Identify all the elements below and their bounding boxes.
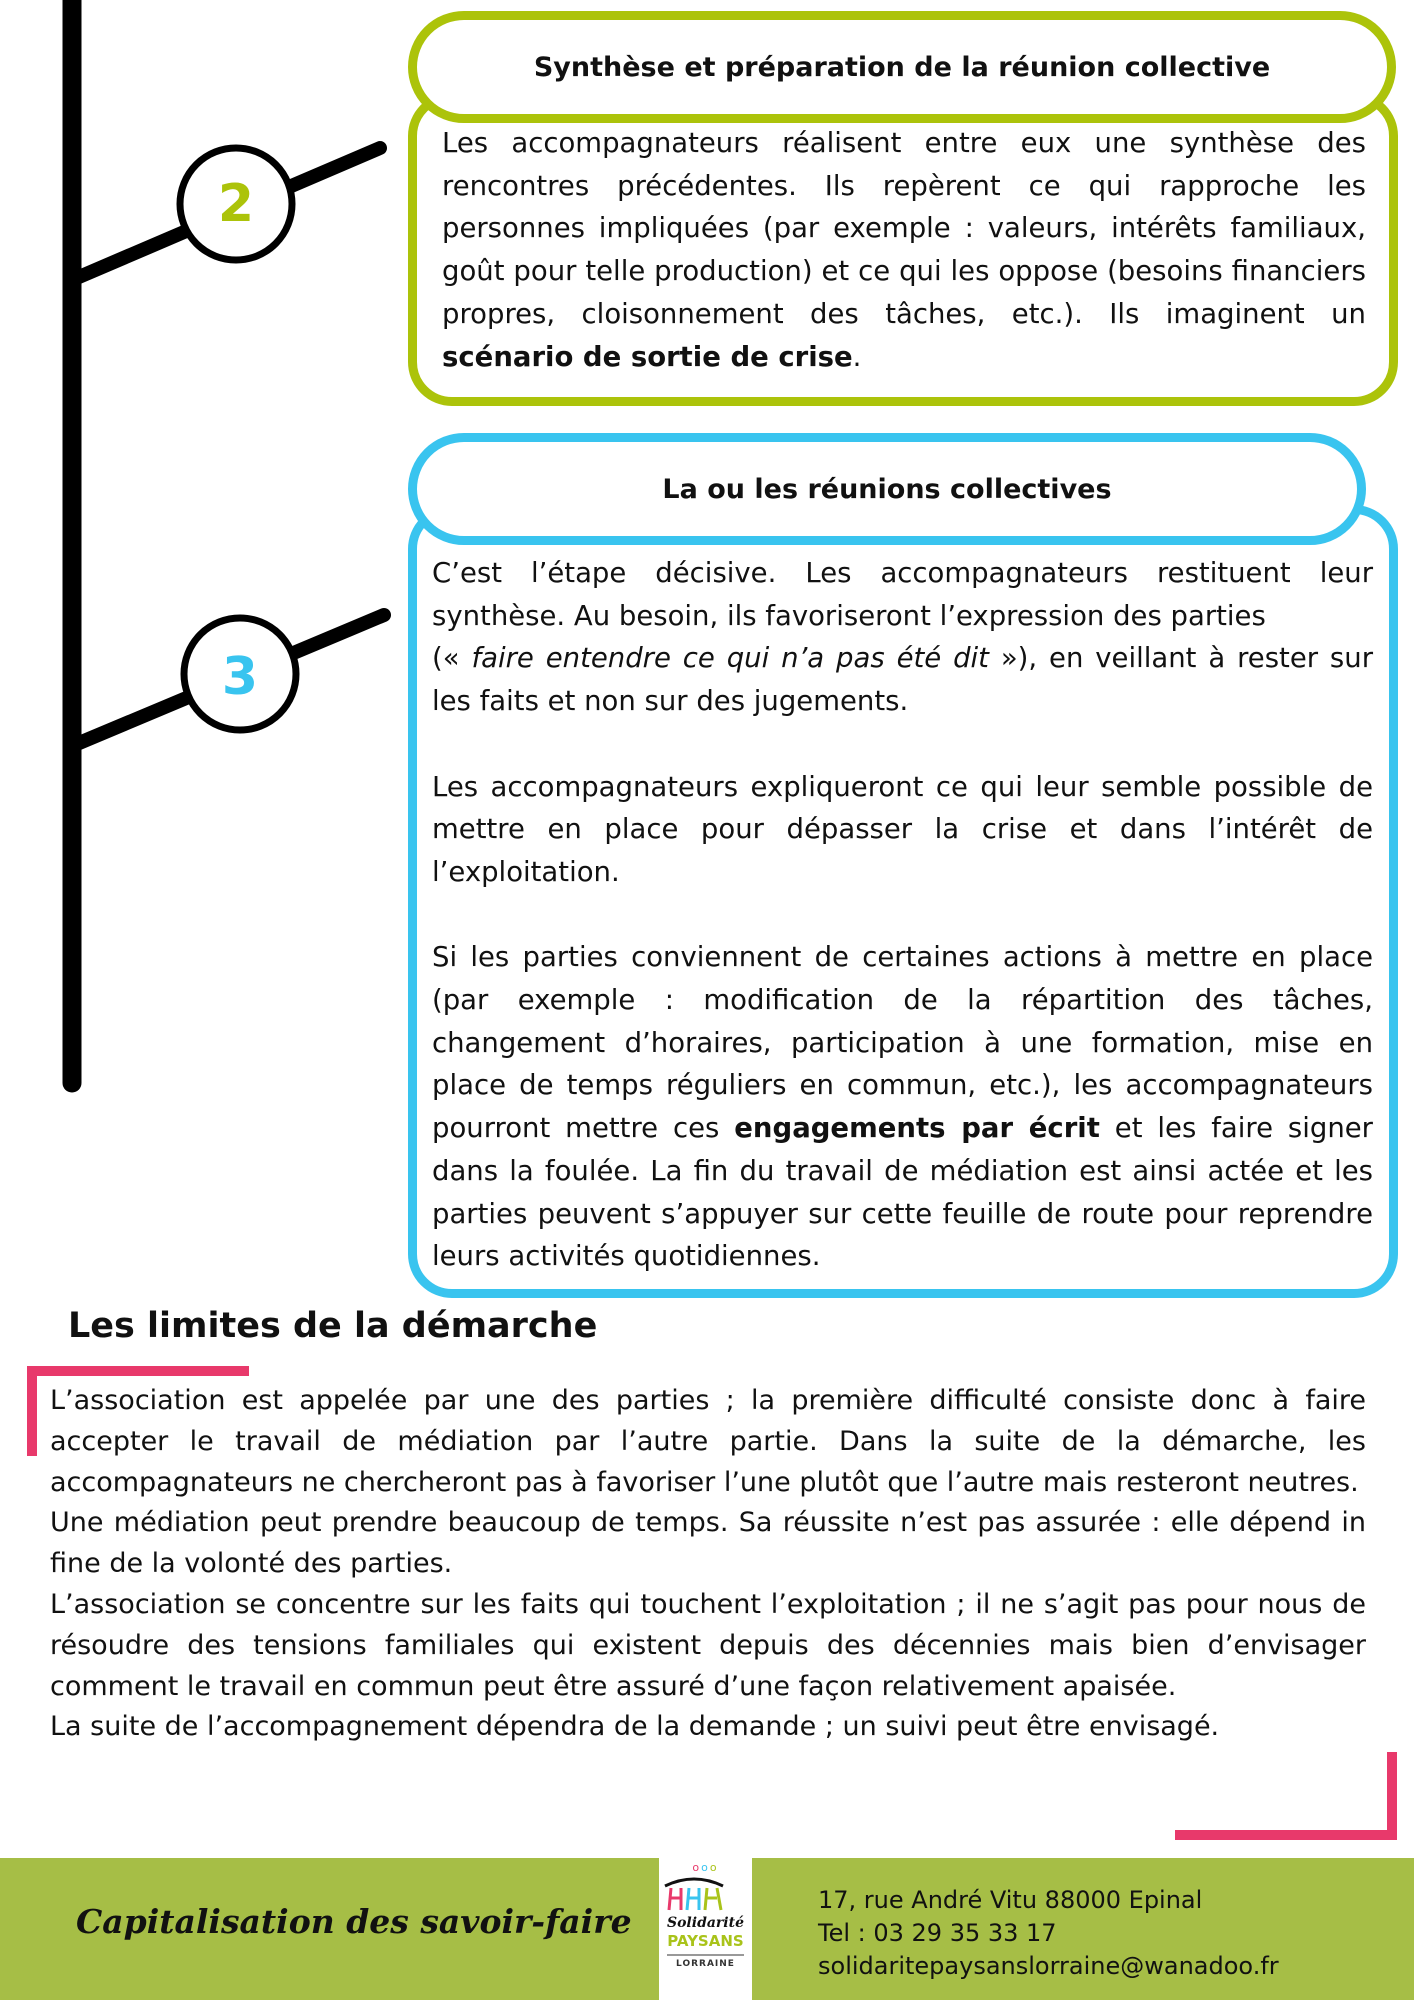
emphasis-bold: engagements par écrit xyxy=(734,1112,1100,1145)
text-span: Si les parties conviennent de certaines actions à mettre en place (par exemple : modification de la répartition des tâches, changement d’horaires, participation à une formation, mise en place de temps réguliers en commun, etc.), les accompagnateurs pourront mettre ces xyxy=(432,941,1373,1145)
logo-divider xyxy=(667,1954,744,1956)
bracket-top-left xyxy=(27,1366,249,1376)
text-span: Les accompagnateurs réalisent entre eux une synthèse des rencontres précédentes. Ils repèrent ce qui rapproche les personnes impliquées (par exemple : valeurs, intérêts familiaux, goût pour telle production) et ce qui les oppose (besoins financiers propres, cloisonnement des tâches, etc.). Ils imaginent un xyxy=(442,127,1366,330)
emphasis-italic: faire entendre ce qui n’a pas été dit xyxy=(471,642,989,675)
contact-address: 17, rue André Vitu 88000 Epinal xyxy=(818,1886,1203,1914)
footer-tagline: Capitalisation des savoir-faire xyxy=(76,1902,632,1941)
logo-people-icon xyxy=(659,1874,729,1914)
emphasis-bold: scénario de sortie de crise xyxy=(442,340,853,373)
text-span: . xyxy=(852,340,862,373)
step-2-text xyxy=(442,122,1366,378)
step-3-paragraph-3 xyxy=(432,936,1373,1278)
step-2-number: 2 xyxy=(217,174,255,234)
text-span: »), en veillant à rester sur les faits et non sur des jugements. xyxy=(432,642,1373,718)
section-heading-limits: Les limites de la démarche xyxy=(68,1306,598,1346)
text-span: (« xyxy=(432,642,472,675)
step-3-number: 3 xyxy=(221,647,259,707)
text-span: C’est l’étape décisive. Les accompagnateurs restituent leur synthèse. Au besoin, ils favoriseront l’expression des parties xyxy=(432,557,1373,632)
step-3-title: La ou les réunions collectives xyxy=(408,433,1366,545)
step-3-text xyxy=(432,552,1373,1278)
step-3-paragraph-2: Les accompagnateurs expliqueront ce qui leur semble possible de mettre en place pour dépasser la crise et dans l’intérêt de l’exploitation. xyxy=(432,770,1373,888)
logo-text-lorraine: LORRAINE xyxy=(676,1959,735,1969)
logo-heads: ooo xyxy=(692,1861,719,1874)
bracket-bottom-right xyxy=(1175,1830,1397,1840)
step-3-paragraph-1 xyxy=(432,552,1373,723)
footer-banner xyxy=(0,1858,1414,2000)
limits-paragraph-3: L’association se concentre sur les faits qui touchent l’exploitation ; il ne s’agit pas pour nous de résoudre des tensions familiales qui existent depuis des décennies mais bien d’envisager comment le travail en commun peut être assuré d’une façon relativement apaisée. xyxy=(50,1588,1366,1702)
bracket-bottom-right-vertical xyxy=(1387,1752,1397,1840)
logo-text-solidarite: Solidarité xyxy=(666,1915,744,1931)
contact-phone: Tel : 03 29 35 33 17 xyxy=(818,1919,1057,1947)
contact-email[interactable]: solidaritepaysanslorraine@wanadoo.fr xyxy=(818,1952,1279,1980)
text-span: et les faire signer dans la foulée. La fin du travail de médiation est ainsi actée et les parties peuvent s’appuyer sur cette feuille de route pour reprendre leurs activités quotidiennes. xyxy=(432,1112,1373,1273)
logo-text-paysans: PAYSANS xyxy=(667,1932,744,1950)
solidarite-paysans-logo-icon xyxy=(659,1858,752,2000)
contact-block xyxy=(818,1884,1279,1983)
step-2-title: Synthèse et préparation de la réunion collective xyxy=(408,11,1396,123)
limits-paragraph-2: Une médiation peut prendre beaucoup de temps. Sa réussite n’est pas assurée : elle dépend in fine de la volonté des parties. xyxy=(50,1507,1366,1580)
step-2-paragraph xyxy=(442,122,1366,378)
bracket-top-left-vertical xyxy=(27,1366,37,1456)
limits-paragraph-4: La suite de l’accompagnement dépendra de la demande ; un suivi peut être envisagé. xyxy=(50,1711,1220,1743)
limits-paragraph-1: L’association est appelée par une des parties ; la première difficulté consiste donc à faire accepter le travail de médiation par l’autre partie. Dans la suite de la démarche, les accompagnateurs ne chercheront pas à favoriser l’une plutôt que l’autre mais resteront neutres. xyxy=(50,1385,1366,1498)
limits-text xyxy=(50,1381,1366,1748)
